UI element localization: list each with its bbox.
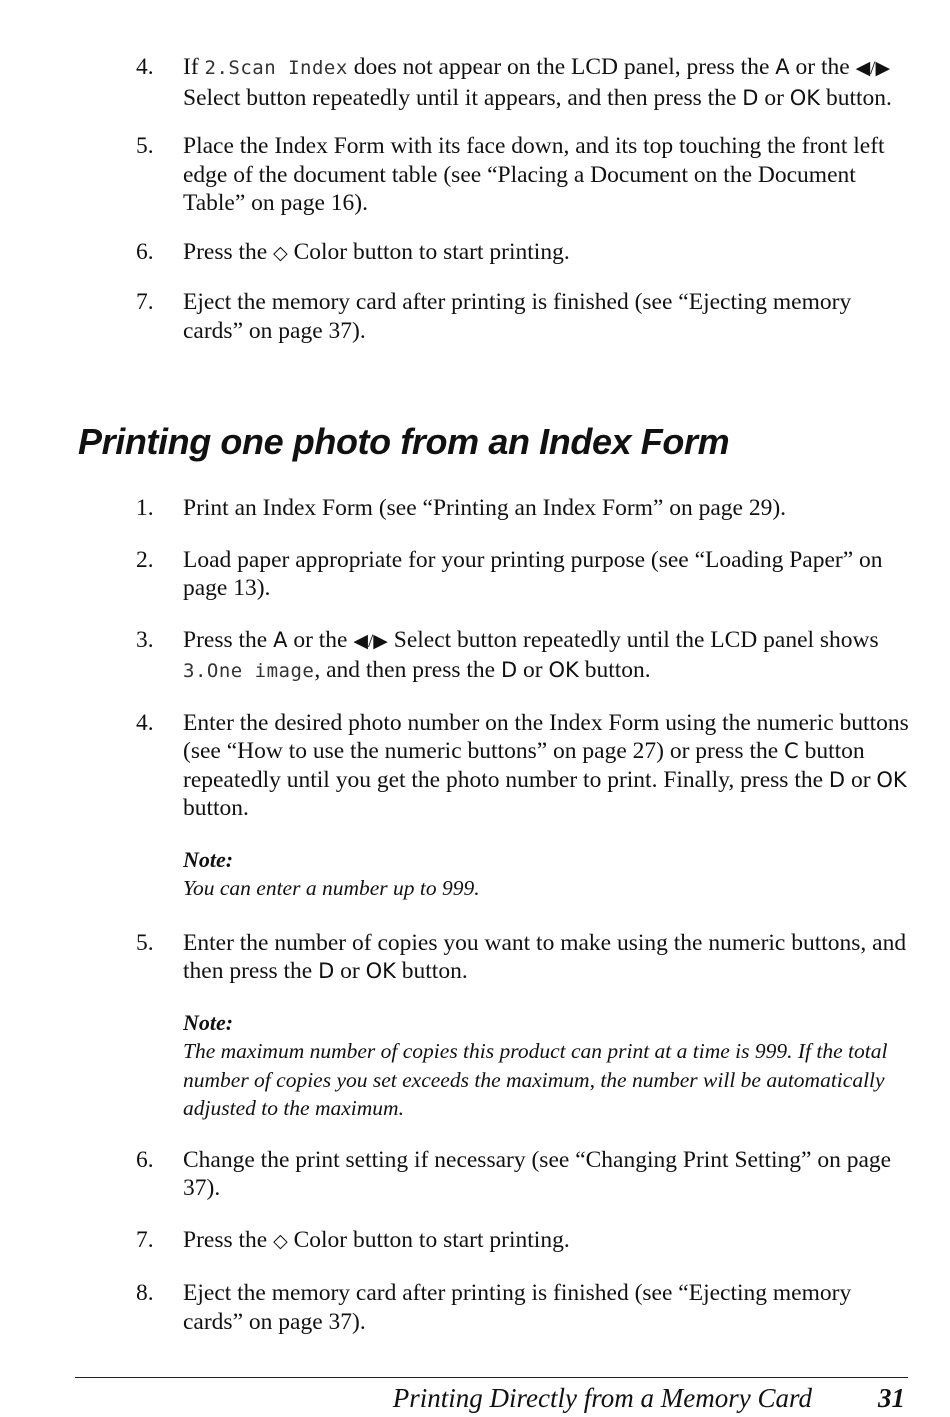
button-a-label: A <box>775 55 790 79</box>
step-text: Enter the desired photo number on the Index Form using the numeric buttons (see “How to use the numeric buttons” on page 27) or press the C button repeatedly until you get the photo number to print. Finally, press the D or OK button. <box>183 709 909 821</box>
step-text: Place the Index Form with its face down, and its top touching the front left edge of the document table (see “Placing a Document on the Document Table” on page 16). <box>183 133 885 216</box>
note-text: You can enter a number up to 999. <box>183 876 480 900</box>
select-arrows-icon: ◀/▶ <box>353 630 388 652</box>
step-number: 8. <box>136 1280 154 1306</box>
step-text: Press the ◇ Color button to start printing. <box>183 238 570 265</box>
button-d-label: D <box>742 85 759 110</box>
step-number: 5. <box>136 133 154 159</box>
lcd-text: 2.Scan Index <box>204 57 348 79</box>
note-title: Note: <box>183 1009 234 1035</box>
button-d-label: D <box>318 959 335 983</box>
step-number: 6. <box>136 1146 154 1173</box>
continued-steps <box>0 53 950 345</box>
step-text: If 2.Scan Index does not appear on the LCD panel, press the A or the ◀/▶ Select button repeatedly until it appears, and then press the D or OK button. <box>183 54 892 111</box>
step-number: 7. <box>136 1226 154 1253</box>
button-d-label: D <box>828 767 846 792</box>
page-number: 31 <box>878 1383 905 1413</box>
section-title: Printing one photo from an Index Form <box>78 421 730 462</box>
step-text: Press the ◇ Color button to start printing. <box>183 1226 570 1253</box>
button-c-label: C <box>784 739 799 763</box>
step-text: Print an Index Form (see “Printing an Index Form” on page 29). <box>183 495 787 521</box>
step-number: 3. <box>136 626 154 653</box>
step-7 <box>0 1226 950 1257</box>
step-number: 6. <box>136 238 154 265</box>
step-7-top <box>0 288 950 345</box>
button-ok-label: OK <box>365 959 396 983</box>
button-d-label: D <box>501 658 518 682</box>
step-text: Eject the memory card after printing is finished (see “Ejecting memory cards” on page 37). <box>183 289 852 344</box>
step-4 <box>0 709 950 903</box>
step-text: Load paper appropriate for your printing purpose (see “Loading Paper” on page 13). <box>183 546 883 601</box>
button-ok-label: OK <box>789 85 821 110</box>
step-number: 4. <box>136 709 154 736</box>
button-ok-label: OK <box>876 767 907 792</box>
note-title: Note: <box>183 846 234 872</box>
step-4-top <box>0 53 950 112</box>
select-arrows-icon: ◀/▶ <box>855 58 891 79</box>
lcd-text: 3.One image <box>183 660 315 682</box>
color-start-icon: ◇ <box>273 242 288 264</box>
step-number: 5. <box>136 929 154 956</box>
step-3 <box>0 626 950 686</box>
step-text: Change the print setting if necessary (see “Changing Print Setting” on page 37). <box>183 1146 892 1201</box>
step-number: 2. <box>136 546 154 573</box>
steps-list <box>0 494 950 1336</box>
step-text: Press the A or the ◀/▶ Select button repeatedly until the LCD panel shows 3.One image, and then press the D or OK button. <box>183 626 879 683</box>
step-text: Eject the memory card after printing is finished (see “Ejecting memory cards” on page 37). <box>183 1280 852 1335</box>
footer-chapter-title: Printing Directly from a Memory Card <box>392 1383 812 1413</box>
button-ok-label: OK <box>548 658 579 682</box>
note-text: The maximum number of copies this product can print at a time is 999. If the total number of copies you set exceeds the maximum, the number will be automatically adjusted to the maximum. <box>183 1039 888 1120</box>
step-number: 1. <box>136 495 154 521</box>
step-number: 4. <box>136 54 154 80</box>
button-a-label: A <box>273 627 288 652</box>
step-6-top <box>0 238 950 269</box>
step-8 <box>0 1279 950 1336</box>
step-5-top <box>0 132 950 218</box>
step-text: Enter the number of copies you want to make using the numeric buttons, and then press the D or OK button. <box>183 929 907 984</box>
note-box <box>183 846 908 903</box>
color-start-icon: ◇ <box>273 1230 288 1252</box>
step-6 <box>0 1146 950 1203</box>
footer-divider <box>75 1377 908 1378</box>
step-2 <box>0 546 950 603</box>
step-number: 7. <box>136 289 154 315</box>
note-box <box>183 1009 908 1123</box>
step-1 <box>0 494 950 523</box>
step-5 <box>0 929 950 1123</box>
